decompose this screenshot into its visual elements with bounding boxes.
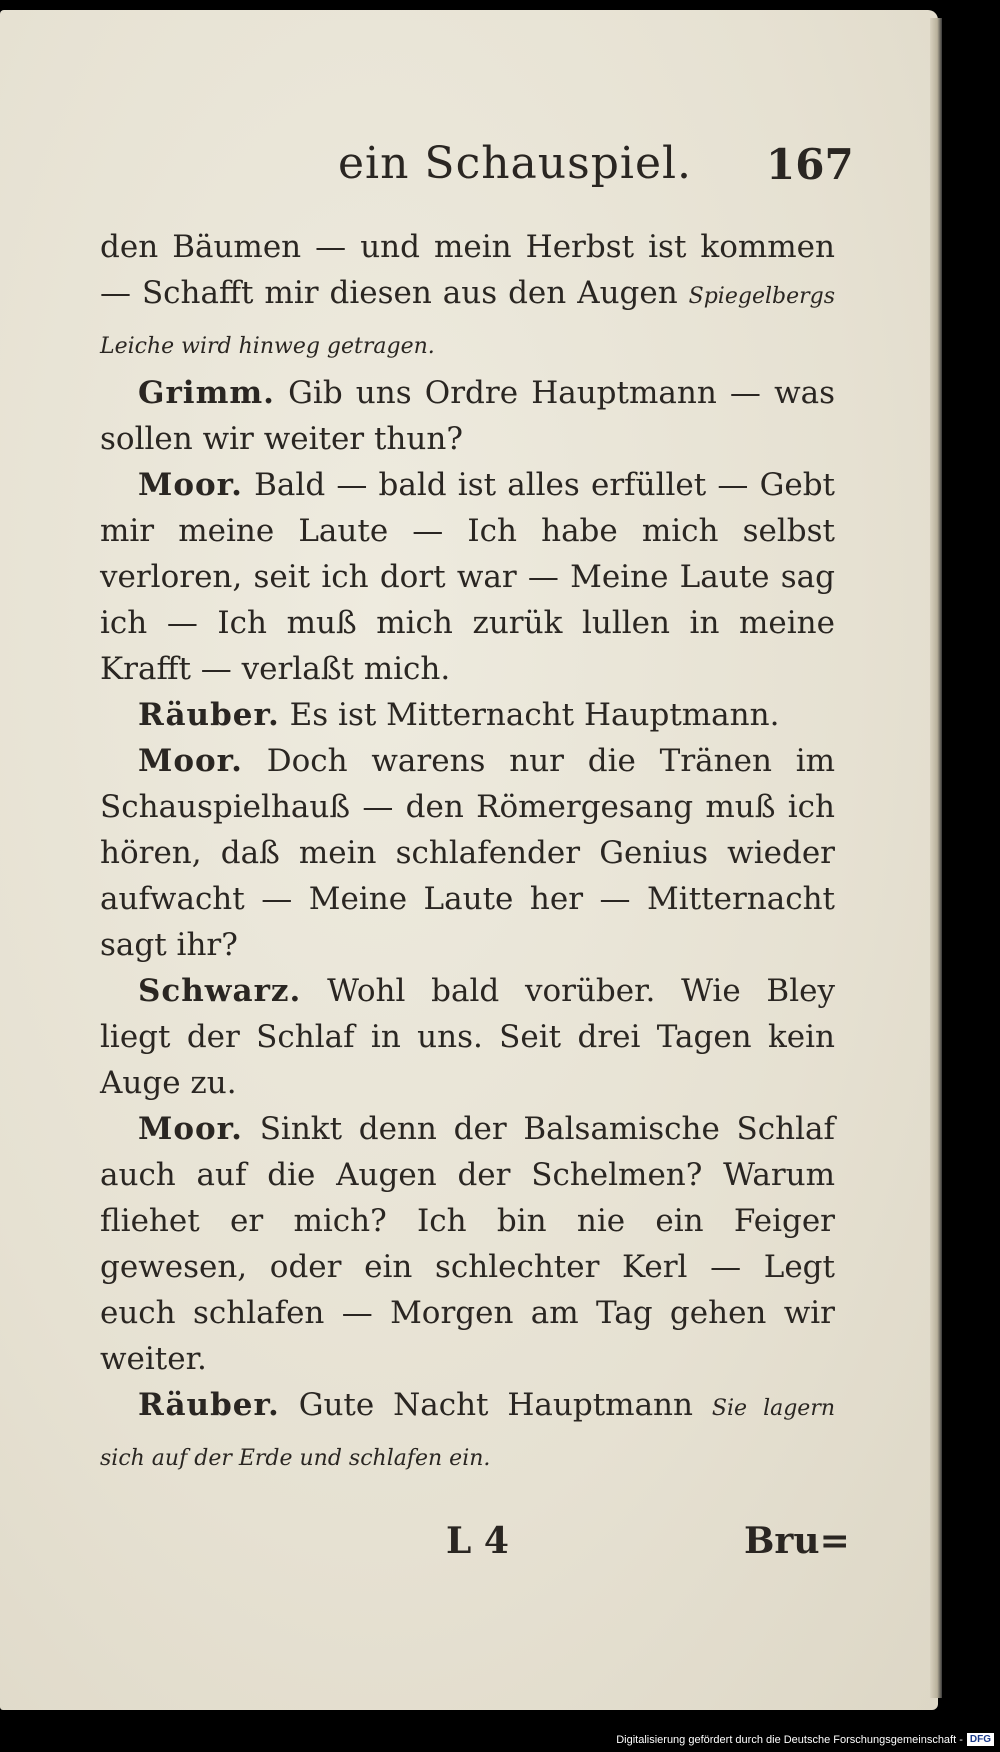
paragraph bbox=[100, 462, 835, 692]
page-footer bbox=[0, 1520, 938, 1570]
speaker-name: Räuber. bbox=[138, 1387, 280, 1423]
speaker-name: Moor. bbox=[138, 743, 243, 779]
speaker-name: Moor. bbox=[138, 467, 243, 503]
digitization-credit bbox=[616, 1733, 994, 1746]
paragraph-text: Wohl bald vorüber. Wie Bley liegt der Schlaf in uns. Seit drei Tagen kein Auge zu. bbox=[100, 973, 835, 1101]
page-number: 167 bbox=[766, 140, 854, 189]
running-title: ein Schauspiel. bbox=[338, 138, 693, 189]
paragraph-text: Gib uns Ordre Hauptmann — was sollen wir weiter thun? bbox=[100, 375, 836, 457]
paragraph-text: Sinkt denn der Balsamische Schlaf auch auf die Augen der Schelmen? Warum fliehet er mich? Ich bin nie ein Feiger gewesen, oder ein schlechter Kerl — Legt euch schlafen — Morgen am Tag gehen wir weiter. bbox=[100, 1111, 835, 1377]
catchword: Bru= bbox=[744, 1520, 850, 1562]
speaker-name: Räuber. bbox=[138, 697, 280, 733]
speaker-name: Schwarz. bbox=[138, 973, 302, 1009]
book-page bbox=[0, 10, 938, 1710]
page-edge bbox=[930, 18, 942, 1698]
paragraph-text: Bald — bald ist alles erfüllet — Gebt mir meine Laute — Ich habe mich selbst verloren, seit ich dort war — Meine Laute sag ich — Ich muß mich zurük lullen in meine Krafft — verlaßt mich. bbox=[100, 467, 836, 687]
credit-text: Digitalisierung gefördert durch die Deutsche Forschungsgemeinschaft - bbox=[616, 1733, 963, 1746]
speaker-name: Grimm. bbox=[138, 375, 275, 411]
signature-mark: L 4 bbox=[446, 1520, 509, 1562]
page-header bbox=[0, 138, 938, 198]
body-text bbox=[100, 224, 835, 1482]
dfg-logo: DFG bbox=[967, 1733, 994, 1746]
speaker-name: Moor. bbox=[138, 1111, 243, 1147]
stage-direction: Spiegelbergs Leiche wird hinweg getragen. bbox=[100, 284, 835, 359]
paragraph bbox=[100, 1106, 835, 1382]
paragraph-text: Gute Nacht Hauptmann bbox=[298, 1387, 693, 1423]
paragraph bbox=[100, 370, 835, 462]
paragraph-text: Es ist Mitternacht Hauptmann. bbox=[289, 697, 780, 733]
paragraph bbox=[100, 738, 835, 968]
paragraph bbox=[100, 224, 835, 370]
paragraph bbox=[100, 692, 835, 738]
paragraph-text: Doch warens nur die Tränen im Schauspielhauß — den Römergesang muß ich hören, daß mein schlafender Genius wieder aufwacht — Meine Laute her — Mitternacht sagt ihr? bbox=[100, 743, 835, 963]
paragraph bbox=[100, 968, 835, 1106]
paragraph-text: den Bäumen — und mein Herbst ist kommen — Schafft mir diesen aus den Augen bbox=[100, 229, 835, 311]
paragraph bbox=[100, 1382, 835, 1482]
stage-direction: Sie lagern sich auf der Erde und schlafen ein. bbox=[100, 1396, 836, 1471]
